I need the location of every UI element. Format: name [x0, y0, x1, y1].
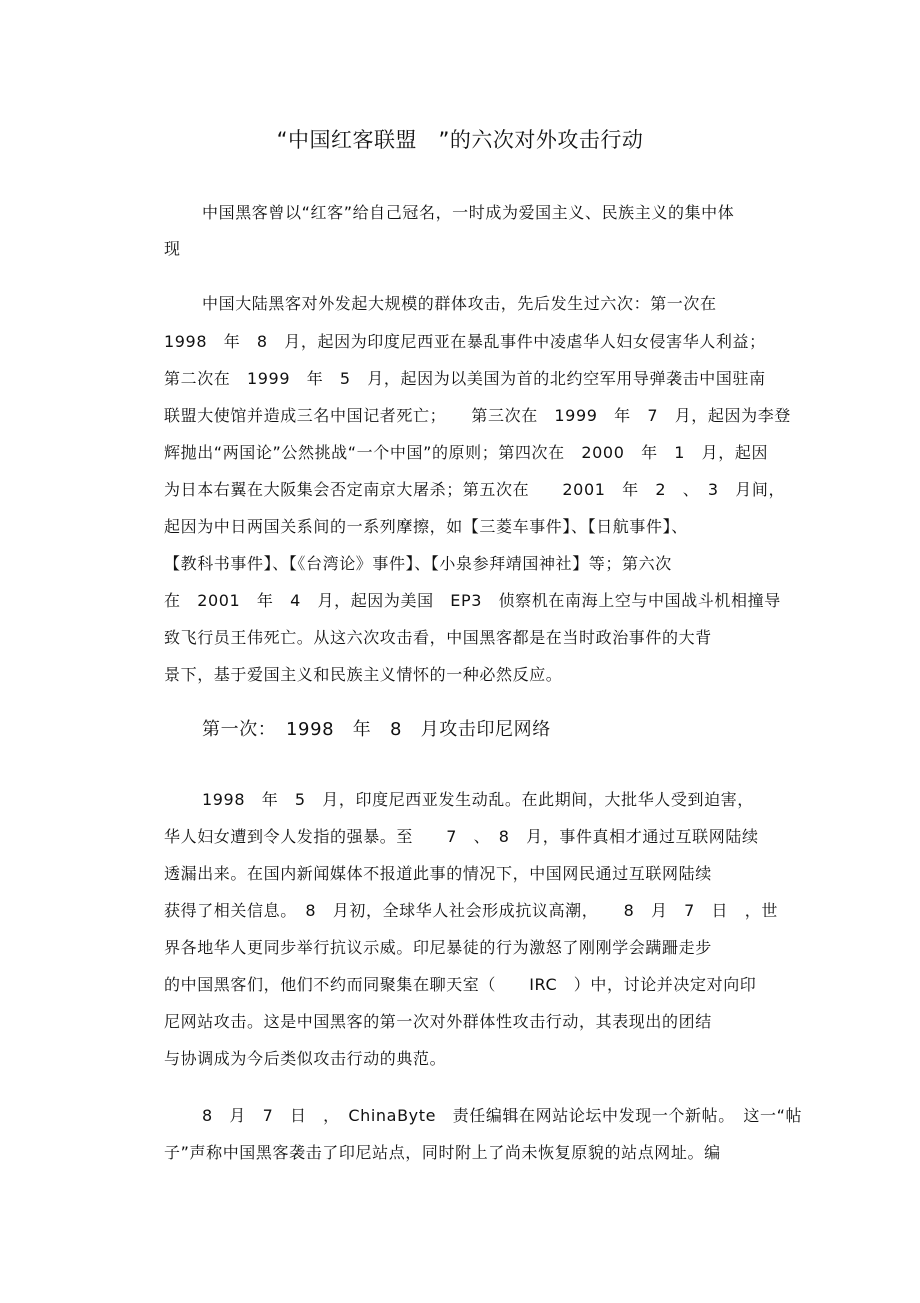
paragraph-line: 中国黑客曾以“红客”给自己冠名，一时成为爱国主义、民族主义的集中体: [202, 203, 735, 222]
paragraph-line: 8 月 7 日 ， ChinaByte 责任编辑在网站论坛中发现一个新帖。 这一“帖: [202, 1106, 803, 1125]
paragraph-line: 的中国黑客们，他们不约而同聚集在聊天室（ IRC ）中，讨论并决定对向印: [164, 975, 757, 994]
paragraph-line: 联盟大使馆并造成三名中国记者死亡； 第三次在 1999 年 7 月，起因为李登: [164, 406, 791, 425]
paragraph-line: 1998 年 5 月，印度尼西亚发生动乱。在此期间，大批华人受到迫害，: [202, 790, 754, 809]
paragraph-line: 透漏出来。在国内新闻媒体不报道此事的情况下，中国网民通过互联网陆续: [164, 864, 712, 883]
paragraph-line: 尼网站攻击。这是中国黑客的第一次对外群体性攻击行动，其表现出的团结: [164, 1012, 712, 1031]
paragraph-line: 华人妇女遭到令人发指的强暴。至 7 、 8 月，事件真相才通过互联网陆续: [164, 827, 759, 846]
paragraph-line: 获得了相关信息。 8 月初，全球华人社会形成抗议高潮， 8 月 7 日 ，世: [164, 901, 778, 920]
paragraph-line: 为日本右翼在大阪集会否定南京大屠杀；第五次在 2001 年 2 、 3 月间，: [164, 480, 786, 499]
paragraph-line: 起因为中日两国关系间的一系列摩擦，如【三菱车事件】、【日航事件】、: [164, 517, 688, 536]
paragraph-line: 景下，基于爱国主义和民族主义情怀的一种必然反应。: [164, 665, 563, 684]
paragraph-line: 在 2001 年 4 月，起因为美国 EP3 侦察机在南海上空与中国战斗机相撞导: [164, 591, 781, 610]
paragraph-line: 中国大陆黑客对外发起大规模的群体攻击，先后发生过六次：第一次在: [202, 294, 717, 313]
section-heading: 第一次： 1998 年 8 月攻击印尼网络: [202, 719, 551, 740]
paragraph-line: 辉抛出“两国论”公然挑战“一个中国”的原则；第四次在 2000 年 1 月，起因: [164, 443, 769, 462]
paragraph-line: 与协调成为今后类似攻击行动的典范。: [164, 1049, 447, 1068]
paragraph-line: 现: [164, 239, 181, 258]
paragraph-line: 子”声称中国黑客袭击了印尼站点，同时附上了尚未恢复原貌的站点网址。编: [164, 1143, 721, 1162]
paragraph-line: 界各地华人更同步举行抗议示威。印尼暴徒的行为激怒了刚刚学会蹒跚走步: [164, 938, 712, 957]
paragraph-line: 第二次在 1999 年 5 月，起因为以美国为首的北约空军用导弹袭击中国驻南: [164, 369, 766, 388]
paragraph-line: 致飞行员王伟死亡。从这六次攻击看，中国黑客都是在当时政治事件的大背: [164, 628, 712, 647]
paragraph-line: 【教科书事件】、【《台湾论》事件】、【小泉参拜靖国神社】等；第六次: [164, 554, 672, 573]
paragraph-line: 1998 年 8 月，起因为印度尼西亚在暴乱事件中凌虐华人妇女侵害华人利益；: [164, 332, 766, 351]
document-title: “中国红客联盟 ”的六次对外攻击行动: [276, 128, 644, 152]
